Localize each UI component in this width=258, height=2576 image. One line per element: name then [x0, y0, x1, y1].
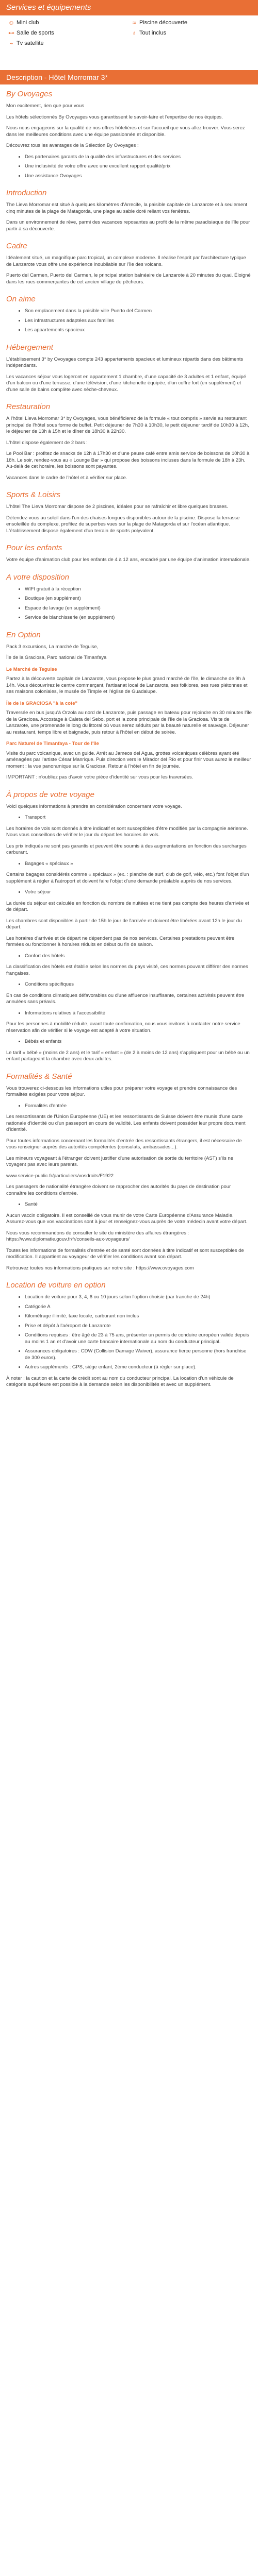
paragraph: Pour les personnes à mobilité réduite, avant toute confirmation, nous vous invitons à contacter notre service réservation afin de vérifier si le voyage est adapté à votre situation. — [6, 1021, 240, 1033]
section-heading: Sports & Loisirs — [6, 490, 61, 499]
list-item: • Santé — [25, 1201, 252, 1208]
list-item: • Service de blanchisserie (en supplément) — [25, 615, 252, 621]
paragraph: Pour toutes informations concernant les formalités d'entrée des ressortissants étrangers, il est nécessaire de vous renseigner auprès des autorités compétentes (consulats, ambassades...). — [6, 1138, 242, 1150]
paragraph: The Lieva Morromar est situé à quelques kilomètres d'Arrecife, la paisible capitale de Lanzarote et à seulement cinq minutes de la plage de Matagorda, une plage au sable doré reliant vos fenêtres. — [6, 202, 248, 214]
bullet-list — [6, 1294, 252, 1371]
child-icon: ☺ — [8, 19, 15, 26]
section-heading: By Ovoyages — [6, 90, 53, 98]
paragraph: IMPORTANT : n'oubliez pas d'avoir votre pièce d'identité sur vous pour les traversées. — [6, 774, 194, 780]
description-header — [0, 70, 258, 84]
services-title: Services et équipements — [6, 3, 91, 12]
section-heading: En Option — [6, 630, 41, 639]
section-heading: A votre disposition — [6, 572, 70, 582]
bullet-list — [6, 308, 252, 334]
description-content — [0, 90, 258, 1388]
list-item: • Bagages « spéciaux » — [25, 861, 252, 868]
paragraph: Détendez-vous au soleil dans l'un des chaises longues disponibles autour de la piscine. Dispose la terrasse ensoleillée du complexe, profitez de superbes vues sur la plage de Matagorda et sur l'océan atlantique. L'établissement dispose également d'un terrain de sports polyvalent. — [6, 515, 240, 534]
paragraph: La durée du séjour est calculée en fonction du nombre de nuitées et ne tient pas compte des heures d'arrivée et de départ. — [6, 900, 249, 912]
list-item: • Bébés et enfants — [25, 1039, 252, 1045]
list-item: • Son emplacement dans la paisible ville Puerto del Carmen — [25, 308, 252, 315]
subsection-title: Île de la GRACIOSA "à la cote" — [6, 700, 78, 706]
bullet-list — [6, 889, 252, 896]
paragraph: L'hôtel dispose également de 2 bars : — [6, 439, 88, 446]
list-item: • Les infrastructures adaptées aux familles — [25, 318, 252, 325]
list-item: • Prise et dépôt à l'aéroport de Lanzarote — [25, 1323, 252, 1330]
description-title: Description - Hôtel Morromar 3* — [6, 73, 108, 81]
section-heading: Restauration — [6, 402, 51, 411]
paragraph: Les horaires de vols sont donnés à titre indicatif et sont susceptibles d'être modifiés par la compagnie aérienne. Nous vous conseillons de vérifier le jour du départ les horaires de vols. — [6, 825, 248, 838]
section-heading: Location de voiture en option — [6, 1281, 106, 1290]
paragraph: Nous vous recommandons de consulter le site du ministère des affaires étrangères : https://www.diplomatie.gouv.fr/fr/conseils-aux-voyageurs/ — [6, 1230, 189, 1242]
services-row — [6, 38, 252, 48]
section-heading: À propos de votre voyage — [6, 790, 94, 799]
service-gym: ⊷ Salle de sports — [6, 29, 129, 37]
list-item: • Des partenaires garants de la qualité des infrastructures et des services — [25, 154, 252, 161]
service-mini-club: ☺ Mini club — [6, 19, 129, 26]
paragraph: www.service-public.fr/particuliers/vosdroits/F1922 — [6, 1173, 114, 1179]
paragraph: À l'hôtel Lieva Morromar 3* by Ovoyages, vous bénéficierez de la formule « tout compris » servie au restaurant principal de l'hôtel sous forme de buffet. Petit déjeuner de 7h30 à 10h30, le petit déjeuner tardif de 10h30 à 12h, le déjeuner de 13h à 15h et le dîner de 18h30 à 22h30. — [6, 416, 249, 434]
paragraph: La classification des hôtels est établie selon les normes du pays visité, ces normes pouvant différer des normes françaises. — [6, 964, 248, 976]
list-item: • Les appartements spacieux — [25, 327, 252, 334]
paragraph: Nous nous engageons sur la qualité de nos offres hôtelières et sur l'accueil que vous allez trouver. Vous serez dans les meilleures conditions avec une équipe passionnée et disponible. — [6, 125, 245, 138]
paragraph: Puerto del Carmen, Puerto del Carmen, le principal station balnéaire de Lanzarote à 20 minutes du quai. Éloigné dans les rues commerçantes de cet ancien village de pêcheurs. — [6, 273, 251, 285]
list-item: • Conditions requises : être âgé de 23 à 75 ans, présenter un permis de conduire européen valide depuis au moins 1 an et d'avoir une carte bancaire internationale au nom du conducteur principal. — [25, 1332, 252, 1345]
paragraph: L'établissement 3* by Ovoyages compte 243 appartements spacieux et lumineux répartis dans des bâtiments indépendants. — [6, 356, 244, 368]
service-pool: ≈ Piscine découverte — [129, 19, 252, 26]
paragraph: Traversée en bus jusqu'à Orzola au nord de Lanzarote, puis passage en bateau pour rejoindre en 30 minutes l'île de la Graciosa. Accostage à Caleta del Sebo, port et la zone principale de l'île de la Graciosa. Visite de Lanzarote, une promenade le long du littoral où vous serez séduits par la beauté naturelle et sauvage. Déjeuner au restaurant, temps libre et baignade, puis retour à l'hôtel en début de soirée. — [6, 710, 252, 735]
paragraph: Pack 3 excursions, La marché de Teguise, — [6, 643, 99, 650]
paragraph: Partez à la découverte capitale de Lanzarote, vous propose le plus grand marché de l'île, le dimanche de 9h à 14h. Vous découvrirez le centre commerçant, l'artisanat local de Lanzarote, ses folklores, ses rues piétonnes et ses maisons coloniales, le musée de Timple et l'église de Guadalupe. — [6, 676, 248, 694]
paragraph: Le tarif « bébé » (moins de 2 ans) et le tarif « enfant » (de 2 à moins de 12 ans) s'appliquent pour un bébé ou un enfant partageant la chambre avec deux adultes. — [6, 1049, 250, 1062]
paragraph: Mon excitement, rien que pour vous — [6, 103, 85, 109]
service-all-inclusive: ♁ Tout inclus — [129, 29, 252, 37]
pool-icon: ≈ — [132, 19, 136, 26]
paragraph: Aucun vaccin obligatoire. Il est conseillé de vous munir de votre Carte Européenne d'Assurance Maladie. Assurez-vous que vos vaccinations sont à jour et renseignez-vous auprès de votre médecin avant votre départ. — [6, 1212, 248, 1225]
paragraph: Dans un environnement de rêve, parmi des vacances reposantes au profit de la même paradisiaque de l'île pour partir à sa découverte. — [6, 219, 250, 232]
list-item: • Autres suppléments : GPS, siège enfant, 2ème conducteur (à régler sur place). — [25, 1364, 252, 1371]
bullet-list — [6, 815, 252, 821]
bullet-list — [6, 953, 252, 960]
list-item: • Une inclusivité de votre offre avec une excellent rapport qualité/prix — [25, 163, 252, 170]
services-grid — [0, 15, 258, 50]
list-item: • WIFI gratuit à la réception — [25, 586, 252, 593]
paragraph: Les horaires d'arrivée et de départ ne dépendent pas de nos services. Certaines prestations peuvent être fermées ou fonctionner à horaires réduits en début ou fin de saison. — [6, 935, 235, 947]
satellite-icon: ⌁ — [9, 40, 13, 47]
paragraph: Île de la Graciosa, Parc national de Timanfaya — [6, 655, 107, 660]
services-row — [6, 18, 252, 28]
section-heading: Cadre — [6, 242, 27, 250]
list-item: • Conditions spécifiques — [25, 981, 252, 988]
services-header — [0, 0, 258, 15]
paragraph: Les chambres sont disponibles à partir de 15h le jour de l'arrivée et doivent être libérées avant 12h le jour du départ. — [6, 918, 242, 930]
services-row — [6, 28, 252, 38]
paragraph: Le Pool Bar : profitez de snacks de 12h à 17h30 et d'une pause café entre amis service de boissons de 10h30 à 18h. Le soir, rendez-vous au « Lounge Bar » qui propose des boissons incluses dans la formule de 18h à 23h. Au-delà de cet horaire, les boissons sont payantes. — [6, 451, 250, 469]
paragraph: À noter : la caution et la carte de crédit sont au nom du conducteur principal. La location d'un véhicule de catégorie supérieure est possible à la demande selon les disponibilités et avec un supplément. — [6, 1375, 234, 1387]
bullet-list — [6, 1010, 252, 1017]
list-item: • Espace de lavage (en supplément) — [25, 605, 252, 612]
paragraph: Votre équipe d'animation club pour les enfants de 4 à 12 ans, encadré par une équipe d'animation internationale. — [6, 557, 251, 563]
bullet-list — [6, 861, 252, 868]
paragraph: Idéalement situé, un magnifique parc tropical, un complexe moderne. Il réalise l'esprit par l'architecture typique de Lanzarote vous offre une expérience inoubliable sur l'île des volcans. — [6, 255, 246, 267]
paragraph: Les vacances séjour vous logeront en appartement 1 chambre, d'une capacité de 3 adultes et 1 enfant, équipé d'un balcon ou d'une terrasse, d'une télévision, d'une kitchenette équipée, d'un coffre fort (en supplément) et d'une salle de bains complète avec sèche-cheveux. — [6, 374, 246, 393]
paragraph: Certains bagages considérés comme « spéciaux » (ex. : planche de surf, club de golf, vélo, etc.) font l'objet d'un supplément à régler à l'aéroport et doivent faire l'objet d'une demande préalable auprès de nos services. — [6, 872, 249, 884]
bullet-list — [6, 586, 252, 621]
list-item: • Votre séjour — [25, 889, 252, 896]
list-item: • Transport — [25, 815, 252, 821]
paragraph: Les prix indiqués ne sont pas garantis et peuvent être soumis à des augmentations en fonction des surcharges carburant. — [6, 843, 247, 855]
subsection-title: Parc Naturel de Timanfaya - Tour de l'île — [6, 741, 99, 747]
paragraph: Retrouvez toutes nos informations pratiques sur notre site : https://www.ovoyages.com — [6, 1265, 194, 1271]
bullet-list — [6, 154, 252, 180]
paragraph: En cas de conditions climatiques défavorables ou d'une affluence insuffisante, certaines activités peuvent être annulées sans préavis. — [6, 992, 245, 1005]
paragraph: Visite du parc volcanique, avec un guide. Arrêt au Jameos del Agua, grottes volcaniques célèbres ayant été aménagées par l'artiste César Manrique. Puis direction vers le Mirador del Río et pour finir vous aurez le meilleur moment : la vue panoramique sur la Graciosa. Retour à l'hôtel en fin de journée. — [6, 750, 251, 769]
bullet-list — [6, 1103, 252, 1110]
paragraph: Les ressortissants de l'Union Européenne (UE) et les ressortissants de Suisse doivent être munis d'une carte nationale d'identité ou d'un passeport en cours de validité. Les enfants doivent posséder leur propre document d'identité. — [6, 1114, 246, 1132]
paragraph: Toutes les informations de formalités d'entrée et de santé sont données à titre indicatif et sont susceptibles de modification. Il appartient au voyageur de vérifier les conditions avant son départ. — [6, 1247, 244, 1260]
list-item: • Assurances obligatoires : CDW (Collision Damage Waiver), assurance tierce personne (hors franchise de 300 euros). — [25, 1348, 252, 1361]
paragraph: Voici quelques informations à prendre en considération concernant votre voyage. — [6, 803, 182, 809]
bullet-list — [6, 981, 252, 988]
list-item: • Kilométrage illimité, taxe locale, carburant non inclus — [25, 1313, 252, 1320]
subsection-title: Le Marché de Teguise — [6, 666, 57, 672]
section-heading: Hébergement — [6, 343, 53, 352]
paragraph: Découvrez tous les avantages de la Sélection By Ovoyages : — [6, 143, 139, 148]
paragraph: Vacances dans le cadre de l'hôtel et à vérifier sur place. — [6, 474, 127, 481]
list-item: • Boutique (en supplément) — [25, 596, 252, 602]
paragraph: Les mineurs voyageant à l'étranger doivent justifier d'une autorisation de sortie du territoire (AST) s'ils ne voyagent pas avec leurs parents. — [6, 1155, 234, 1167]
list-item: • Formalités d'entrée — [25, 1103, 252, 1110]
list-item: • Catégorie A — [25, 1304, 252, 1311]
section-heading: Introduction — [6, 189, 47, 197]
paragraph: Les passagers de nationalité étrangère doivent se rapprocher des autorités du pays de destination pour connaître les conditions d'entrée. — [6, 1184, 231, 1196]
section-heading: Formalités & Santé — [6, 1072, 72, 1081]
bullet-list — [6, 1039, 252, 1045]
service-tv: ⌁ Tv satellite — [6, 40, 130, 47]
list-item: • Location de voiture pour 3, 4, 6 ou 10 jours selon l'option choisie (par tranche de 24h) — [25, 1294, 252, 1301]
list-item: • Une assistance Ovoyages — [25, 173, 252, 180]
paragraph: L'hôtel The Lieva Morromar dispose de 2 piscines, idéales pour se rafraîchir et libre quelques brasses. — [6, 504, 228, 510]
dumbbell-icon: ⊷ — [8, 29, 14, 37]
cocktail-icon: ♁ — [132, 29, 137, 37]
paragraph: Vous trouverez ci-dessous les informations utiles pour préparer votre voyage et prendre connaissance des formalités exigées pour votre séjour. — [6, 1085, 237, 1097]
list-item: • Confort des hôtels — [25, 953, 252, 960]
section-heading: On aime — [6, 295, 36, 303]
paragraph: Les hôtels sélectionnés By Ovoyages vous garantissent le savoir-faire et l'expertise de nos équipes. — [6, 114, 223, 120]
section-heading: Pour les enfants — [6, 544, 62, 552]
bullet-list — [6, 1201, 252, 1208]
list-item: • Informations relatives à l'accessibilité — [25, 1010, 252, 1017]
